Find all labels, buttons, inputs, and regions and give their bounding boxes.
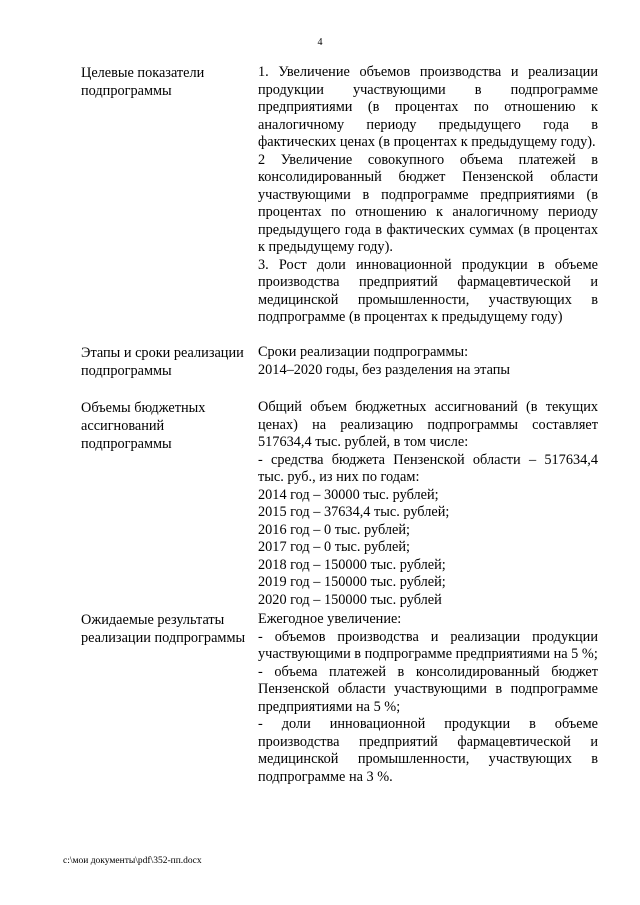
year-line: 2017 год – 0 тыс. рублей;: [258, 539, 410, 555]
paragraph: Сроки реализации подпрограммы:: [258, 344, 469, 360]
year-line: 2020 год – 150000 тыс. рублей: [258, 591, 442, 608]
row-label: Целевые показатели подпрограммы: [81, 65, 205, 99]
row-label: Объемы бюджетных ассигнований подпрограммы: [81, 400, 206, 452]
footer-file-path: c:\мои документы\pdf\352-пп.docx: [63, 856, 202, 866]
row-content: [258, 344, 598, 379]
row-label: Ожидаемые результаты реализации подпрограммы: [81, 612, 246, 646]
row-content: [258, 64, 598, 327]
paragraph: 2014–2020 годы, без разделения на этапы: [258, 361, 510, 378]
year-line: 2019 год – 150000 тыс. рублей;: [258, 574, 446, 590]
year-line: 2016 год – 0 тыс. рублей;: [258, 521, 410, 538]
year-line: 2018 год – 150000 тыс. рублей;: [258, 556, 446, 573]
year-line: 2014 год – 30000 тыс. рублей;: [258, 486, 439, 503]
paragraph: 2 Увеличение совокупного объема платежей в консолидированный бюджет Пензенской области участвующими в подпрограмме предприятиями (в процентах по отношению к аналогичному периоду предыдущего года в фактических суммах (в процентах к предыдущему году).: [258, 151, 598, 255]
row-content: [258, 399, 598, 609]
year-line: 2015 год – 37634,4 тыс. рублей;: [258, 504, 450, 520]
row-label: Этапы и сроки реализации подпрограммы: [81, 345, 244, 379]
paragraph: - объемов производства и реализации продукции участвующими в подпрограмме предприятиями на 5 %;: [258, 628, 598, 662]
paragraph: Ежегодное увеличение:: [258, 611, 402, 627]
page-number: 4: [317, 37, 323, 48]
row-content: [258, 611, 598, 786]
paragraph: - средства бюджета Пензенской области – 517634,4 тыс. руб., из них по годам:: [258, 451, 598, 485]
paragraph: 1. Увеличение объемов производства и реализации продукции участвующими в подпрограмме предприятиями (в процентах по отношению к аналогичному периоду предыдущего года в фактических ценах (в процентах к предыдущему году).: [258, 64, 598, 150]
paragraph: Общий объем бюджетных ассигнований (в текущих ценах) на реализацию подпрограммы составляет 517634,4 тыс. рублей, в том числе:: [258, 399, 598, 450]
paragraph: - объема платежей в консолидированный бюджет Пензенской области участвующими в подпрограмме предприятиями на 5 %;: [258, 663, 598, 715]
paragraph: 3. Рост доли инновационной продукции в объеме производства предприятий фармацевтической и медицинской промышленности, участвующих в подпрограмме (в процентах к предыдущему году): [258, 256, 598, 325]
paragraph: - доли инновационной продукции в объеме производства предприятий фармацевтической и медицинской промышленности, участвующих в подпрограмме на 3 %.: [258, 716, 598, 785]
